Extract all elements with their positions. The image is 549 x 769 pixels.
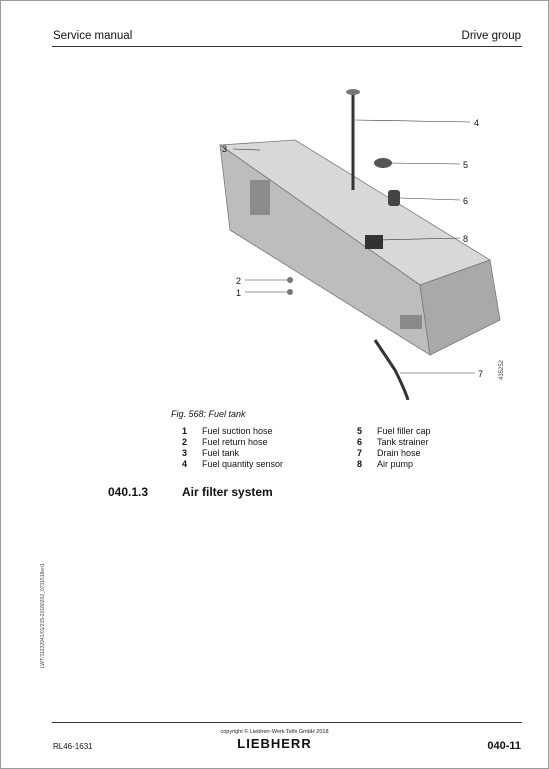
- callout-7: 7: [478, 369, 484, 379]
- callout-2: 2: [236, 276, 242, 286]
- side-document-code: LWT/11232941/01/215-20180202_0731518en1: [40, 563, 46, 668]
- copyright: copyright © Liebherr-Werk Telfs GmbH 2018: [220, 729, 329, 735]
- section-number: 040.1.3: [108, 485, 149, 499]
- filler-cap: [374, 158, 392, 168]
- tank-bracket: [400, 315, 422, 329]
- figure-caption: Fig. 568: Fuel tank: [171, 409, 246, 419]
- callout-5: 5: [463, 160, 469, 170]
- document-id: RL46-1631: [53, 742, 93, 751]
- footer-rule: [52, 722, 522, 723]
- legend-left: 1 Fuel suction hose 2 Fuel return hose 3 Fuel tank 4 Fuel quantity sensor: [182, 426, 284, 469]
- air-pump: [365, 235, 383, 249]
- callout-1: 1: [236, 288, 242, 298]
- strainer: [388, 190, 400, 206]
- figure-id: 435252: [499, 359, 505, 380]
- callout-4: 4: [474, 118, 480, 128]
- header-rule: [52, 46, 522, 47]
- sensor-head: [346, 89, 360, 95]
- suction-hose: [287, 289, 293, 295]
- callout-3: 3: [222, 144, 228, 154]
- section-title: Air filter system: [182, 485, 273, 499]
- fuel-tank-figure: [190, 70, 520, 400]
- drain-hose: [375, 340, 408, 400]
- legend-right: 5 Fuel filler cap 6 Tank strainer 7 Drain hose 8 Air pump: [357, 426, 431, 469]
- tank-recess: [250, 180, 270, 215]
- header-right: Drive group: [461, 30, 521, 42]
- page-number: 040-11: [487, 740, 521, 752]
- callout-8: 8: [463, 234, 469, 244]
- return-hose: [287, 277, 293, 283]
- liebherr-logo: LIEBHERR: [237, 736, 312, 751]
- header-left: Service manual: [53, 30, 133, 42]
- callout-6: 6: [463, 196, 469, 206]
